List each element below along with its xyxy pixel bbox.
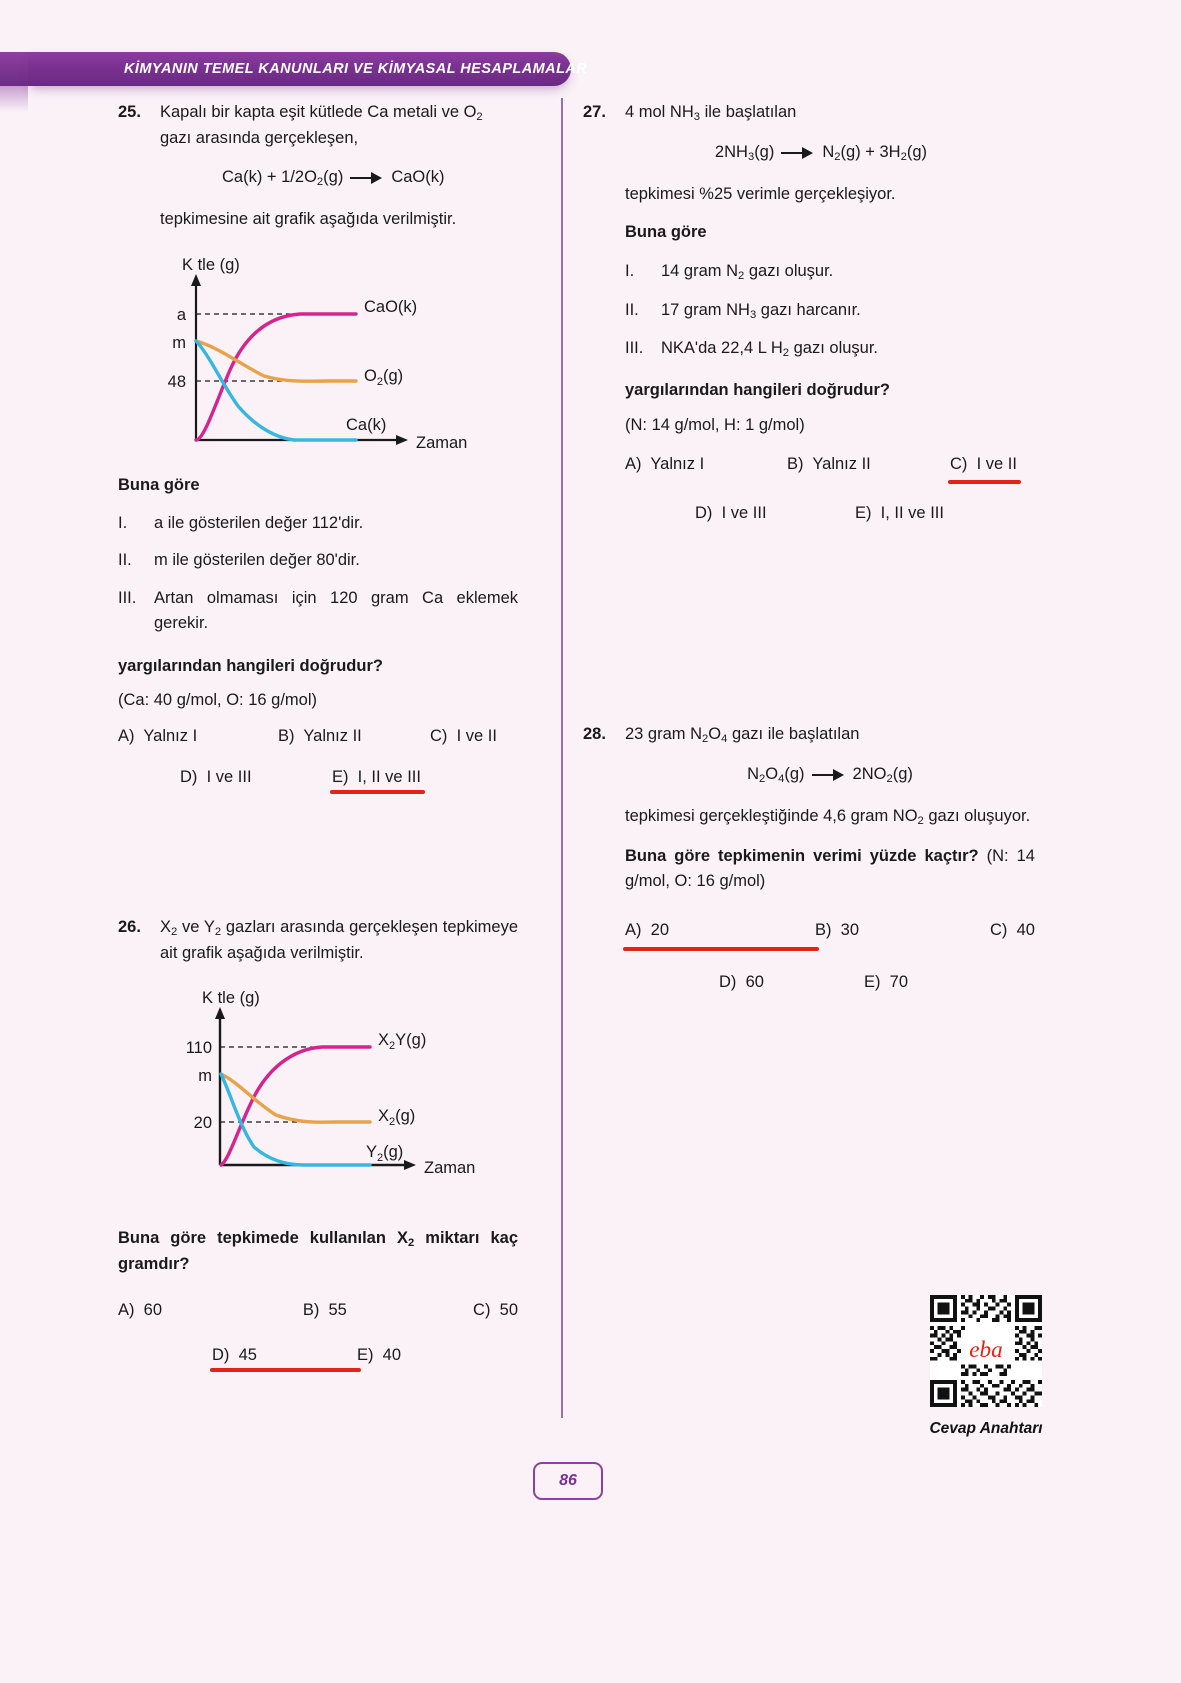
chart25-legend-ca: Ca(k) [346, 415, 387, 434]
question-28-number: 28. [583, 724, 606, 743]
question-27-equation: $2NH_3(g) N_2(g) + 3H_2(g)$ [714, 143, 928, 164]
question-26 [118, 915, 518, 1366]
question-26-intro: $X_2$ ve $Y_2$ gazları arasında gerçekleşen tepkimeye ait grafik aşağıda verilmiştir. [160, 917, 518, 962]
question-28-option-a[interactable]: A) 20 [625, 918, 815, 943]
question-27-statement-2: II. 17 gram $NH_3$ gazı harcanır. [625, 300, 861, 321]
question-27-statement-1: I. 14 gram $N_2$ gazı oluşur. [625, 261, 834, 282]
question-27-intro: 4 mol $NH_3$ ile başlatılan [625, 103, 797, 124]
chart26-series-x2 [221, 1074, 370, 1122]
answer-key-block [896, 1295, 1076, 1438]
question-28-prompt: Buna göre tepkimenin verimi yüzde kaçtır? (N: 14 g/mol, O: 16 g/mol) [625, 847, 1035, 891]
chart26-legend-y2: $Y_2(g)$ [366, 1143, 404, 1165]
question-28-options-row1 [625, 918, 1035, 943]
question-25-option-d[interactable]: D) I ve III [180, 767, 252, 786]
question-28-option-b[interactable]: B) 30 [815, 921, 860, 940]
question-27-number: 27. [583, 103, 606, 121]
right-column [583, 100, 1043, 1437]
chart26-ylabel: K tle (g) [202, 989, 260, 1008]
question-26-options-row1 [118, 1301, 518, 1320]
question-27-answer-underline [948, 480, 1021, 484]
left-column [118, 100, 518, 1365]
question-28-option-e[interactable]: E) 70 [864, 972, 909, 991]
question-25-options-row1 [118, 727, 518, 746]
chart25-xlabel: Zaman [416, 433, 468, 452]
chart25-ylabel: K tle (g) [182, 255, 240, 274]
question-25-option-e[interactable]: E) I, II ve III [332, 768, 421, 787]
question-25-option-b[interactable]: B) Yalnız II [278, 726, 362, 745]
question-25-equation: $Ca(k) + 1/2O_2(g)$ CaO(k) [222, 168, 445, 189]
question-28-option-c[interactable]: C) 40 [990, 921, 1035, 940]
question-28-option-d[interactable]: D) 60 [719, 972, 764, 991]
question-27-buna-gore: Buna göre [625, 223, 707, 242]
chart26-legend-x2y: $X_2Y(g)$ [378, 1031, 427, 1053]
chapter-banner [28, 52, 588, 86]
question-26-options-row2 [118, 1346, 518, 1365]
chart26-ytick-m: m [198, 1067, 212, 1086]
question-26-number: 26. [118, 917, 141, 936]
question-25-option-a[interactable]: A) Yalnız I [118, 726, 198, 745]
question-26-option-c[interactable]: C) 50 [473, 1301, 518, 1320]
chart25-ytick-a: a [176, 305, 186, 324]
chart25-legend-cao: CaO(k) [364, 297, 418, 316]
question-26-option-d[interactable]: D) 45 [212, 1346, 357, 1365]
question-25-statement-1: I. a ile gösterilen değer 112'dir. [118, 513, 364, 532]
chart26-series-x2y [221, 1047, 370, 1165]
column-divider [561, 98, 563, 1418]
question-25-number: 25. [118, 103, 141, 121]
question-25-statement-3: III. Artan olmaması için 120 gram Ca eklemek gerekir. [118, 589, 518, 632]
page-number: 86 [533, 1462, 603, 1500]
chapter-title: KİMYANIN TEMEL KANUNLARI VE KİMYASAL HESAPLAMALAR [124, 61, 588, 77]
question-26-answer-underline [210, 1368, 361, 1372]
chart25-legend-o2: $O_2(g)$ [364, 366, 404, 388]
question-28-answer-underline [623, 947, 819, 951]
chart25-ytick-m: m [172, 333, 186, 352]
question-28-equation: $N_2O_4(g)$ $2NO_2(g)$ [747, 764, 913, 786]
chart25-svg [160, 252, 490, 467]
qr-code[interactable] [930, 1295, 1042, 1407]
question-25 [118, 100, 518, 787]
question-25-statement-2: II. m ile gösterilen değer 80'dir. [118, 551, 360, 570]
question-27 [583, 100, 1017, 526]
question-28 [583, 722, 1035, 995]
question-25-answer-underline [330, 790, 425, 794]
question-27-after-equation: tepkimesi %25 verimle gerçekleşiyor. [625, 185, 896, 204]
question-25-after-equation: tepkimesine ait grafik aşağıda verilmiştir. [160, 210, 457, 229]
page-edge-strip [0, 52, 28, 86]
question-27-option-c[interactable]: C) I ve II [950, 452, 1017, 477]
question-28-intro: 23 gram $N_2O_4$ gazı ile başlatılan [625, 724, 860, 745]
chart25-ytick-48: 48 [167, 372, 186, 391]
question-26-option-a[interactable]: A) 60 [118, 1301, 163, 1320]
chart26-legend-x2: $X_2(g)$ [378, 1107, 416, 1129]
chart26 [176, 985, 518, 1190]
chart26-svg [176, 985, 496, 1190]
question-25-options-row2 [118, 768, 518, 787]
question-25-given: (Ca: 40 g/mol, O: 16 g/mol) [118, 690, 317, 709]
question-27-options-row2 [625, 501, 1017, 526]
question-26-option-b[interactable]: B) 55 [302, 1301, 347, 1320]
question-26-prompt: Buna göre tepkimede kullanılan $X_2$ miktarı kaç gramdır? [118, 1229, 518, 1274]
question-27-given: (N: 14 g/mol, H: 1 g/mol) [625, 415, 805, 434]
question-27-prompt: yargılarından hangileri doğrudur? [625, 381, 890, 400]
qr-code-svg [930, 1295, 1042, 1407]
reaction-arrow-icon [350, 173, 384, 183]
question-27-option-d[interactable]: D) I ve III [695, 503, 767, 522]
question-25-option-c[interactable]: C) I ve II [430, 726, 497, 745]
question-25-prompt: yargılarından hangileri doğrudur? [118, 656, 383, 675]
question-27-statement-3: III. NKA'da 22,4 L $H_2$ gazı oluşur. [625, 339, 879, 360]
reaction-arrow-icon [781, 148, 815, 158]
svg-text:eba: eba [969, 1336, 1003, 1363]
page-edge-shadow [0, 86, 28, 112]
question-27-options-row1 [625, 452, 1017, 477]
chart26-xlabel: Zaman [424, 1159, 476, 1178]
question-28-options-row2 [625, 970, 1035, 995]
chart26-ytick-20: 20 [193, 1114, 212, 1133]
question-27-option-a[interactable]: A) Yalnız I [625, 454, 705, 473]
question-27-option-b[interactable]: B) Yalnız II [787, 454, 871, 473]
question-26-option-e[interactable]: E) 40 [357, 1346, 402, 1365]
answer-key-label: Cevap Anahtarı [929, 1420, 1043, 1437]
chart26-ytick-110: 110 [185, 1039, 212, 1058]
question-25-buna-gore: Buna göre [118, 475, 200, 494]
question-27-option-e[interactable]: E) I, II ve III [855, 503, 944, 522]
question-28-after-equation: tepkimesi gerçekleştiğinde 4,6 gram $NO_2$ gazı oluşuyor. [625, 807, 1031, 828]
chart25 [160, 252, 518, 467]
question-25-intro: Kapalı bir kapta eşit kütlede Ca metali ve $O_2$ gazı arasında gerçekleşen, [160, 103, 483, 148]
reaction-arrow-icon [812, 770, 846, 780]
